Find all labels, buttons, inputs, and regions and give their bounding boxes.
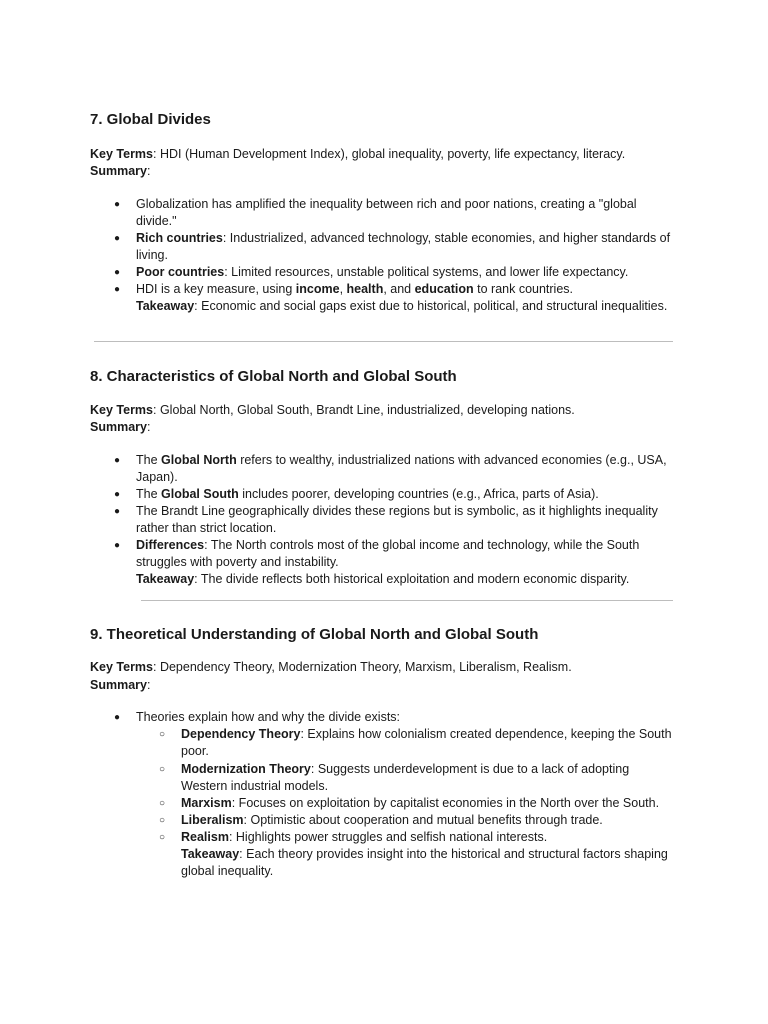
sub-list-item	[181, 726, 677, 760]
section-8-summary-label	[90, 419, 150, 436]
bullet-icon: ●	[114, 506, 121, 517]
bullet-icon: ●	[114, 199, 121, 210]
summary-colon: :	[146, 678, 151, 692]
list-item-text: to rank countries.	[473, 282, 574, 296]
theory-name: Modernization Theory	[181, 762, 311, 776]
bullet-icon: ●	[114, 284, 121, 295]
list-item-bold: Global North	[161, 453, 237, 467]
summary-colon: :	[146, 420, 151, 434]
theory-text: : Explains how colonialism created dependence, keeping the South poor.	[181, 727, 672, 758]
bullet-icon: ●	[114, 267, 121, 278]
list-item-text: : Industrialized, advanced technology, stable economies, and higher standards of living.	[136, 231, 671, 262]
theory-text: : Suggests underdevelopment is due to a lack of adopting Western industrial models.	[181, 762, 630, 793]
summary-colon: :	[146, 164, 151, 178]
takeaway	[181, 846, 677, 880]
circle-bullet-icon: ○	[159, 798, 166, 809]
takeaway-text: : Economic and social gaps exist due to historical, political, and structural inequalities.	[194, 299, 668, 313]
section-divider	[94, 341, 673, 342]
list-item-text: : The North controls most of the global income and technology, while the South struggles with poverty and instability.	[136, 538, 640, 569]
list-item	[136, 281, 696, 298]
list-item-bold: Differences	[136, 538, 205, 552]
list-item-bold: Rich countries	[136, 231, 223, 245]
list-item-text: includes poorer, developing countries (e.g., Africa, parts of Asia).	[238, 487, 599, 501]
section-divider	[141, 600, 673, 601]
section-7-title: 7. Global Divides	[90, 111, 211, 128]
section-9-key-terms	[90, 659, 572, 676]
theory-text: : Optimistic about cooperation and mutual benefits through trade.	[243, 813, 603, 827]
summary-label: Summary	[90, 420, 147, 434]
list-item-text: HDI is a key measure, using	[136, 282, 296, 296]
key-terms-text: : Dependency Theory, Modernization Theory, Marxism, Liberalism, Realism.	[153, 660, 572, 674]
list-item	[136, 230, 681, 264]
theory-text: : Highlights power struggles and selfish national interests.	[228, 830, 548, 844]
list-item-text: refers to wealthy, industrialized nations with advanced economies (e.g., USA, Japan).	[136, 453, 667, 484]
section-7-key-terms	[90, 146, 625, 163]
takeaway-label: Takeaway	[181, 847, 240, 861]
sub-list-item	[181, 829, 681, 846]
takeaway-label: Takeaway	[136, 572, 195, 586]
section-8-key-terms	[90, 402, 575, 419]
list-item-text: The	[136, 487, 162, 501]
health-term: health	[346, 282, 384, 296]
sub-list-item	[181, 761, 641, 795]
sub-list-item	[181, 795, 681, 812]
income-term: income	[295, 282, 340, 296]
summary-label: Summary	[90, 164, 147, 178]
section-8-title: 8. Characteristics of Global North and Global South	[90, 368, 457, 385]
takeaway-text: : Each theory provides insight into the historical and structural factors shaping global inequality.	[181, 847, 668, 878]
section-9-summary-label	[90, 677, 150, 694]
bullet-icon: ●	[114, 712, 121, 723]
list-item	[136, 486, 676, 503]
bullet-icon: ●	[114, 540, 121, 551]
bullet-icon: ●	[114, 455, 121, 466]
section-9-title: 9. Theoretical Understanding of Global North and Global South	[90, 626, 539, 643]
summary-label: Summary	[90, 678, 147, 692]
list-item-text: ,	[339, 282, 347, 296]
sub-list-item	[181, 812, 681, 829]
list-item-text: The	[136, 453, 162, 467]
bullet-icon: ●	[114, 233, 121, 244]
list-item-bold: Poor countries	[136, 265, 225, 279]
education-term: education	[414, 282, 474, 296]
key-terms-text: : Global North, Global South, Brandt Line, industrialized, developing nations.	[153, 403, 575, 417]
bullet-icon: ●	[114, 489, 121, 500]
circle-bullet-icon: ○	[159, 764, 166, 775]
circle-bullet-icon: ○	[159, 729, 166, 740]
takeaway	[136, 571, 696, 588]
key-terms-text: : HDI (Human Development Index), global inequality, poverty, life expectancy, literacy.	[153, 147, 626, 161]
theory-name: Realism	[181, 830, 229, 844]
list-item: Theories explain how and why the divide exists:	[136, 710, 401, 724]
key-terms-label: Key Terms	[90, 660, 153, 674]
list-item-text: , and	[383, 282, 415, 296]
takeaway	[136, 298, 696, 315]
theory-name: Marxism	[181, 796, 232, 810]
takeaway-text: : The divide reflects both historical exploitation and modern economic disparity.	[194, 572, 630, 586]
list-item-bold: Global South	[161, 487, 239, 501]
key-terms-label: Key Terms	[90, 403, 153, 417]
list-item: Globalization has amplified the inequality between rich and poor nations, creating a "global divide."	[136, 197, 637, 228]
list-item	[136, 452, 676, 486]
list-item	[136, 537, 646, 571]
theory-name: Dependency Theory	[181, 727, 301, 741]
takeaway-label: Takeaway	[136, 299, 195, 313]
circle-bullet-icon: ○	[159, 832, 166, 843]
theory-name: Liberalism	[181, 813, 244, 827]
section-7-summary-label	[90, 163, 150, 180]
theory-text: : Focuses on exploitation by capitalist economies in the North over the South.	[231, 796, 660, 810]
list-item: The Brandt Line geographically divides these regions but is symbolic, as it highlights inequality rather than strict location.	[136, 504, 658, 535]
key-terms-label: Key Terms	[90, 147, 153, 161]
list-item-text: : Limited resources, unstable political systems, and lower life expectancy.	[224, 265, 629, 279]
list-item	[136, 264, 681, 281]
circle-bullet-icon: ○	[159, 815, 166, 826]
